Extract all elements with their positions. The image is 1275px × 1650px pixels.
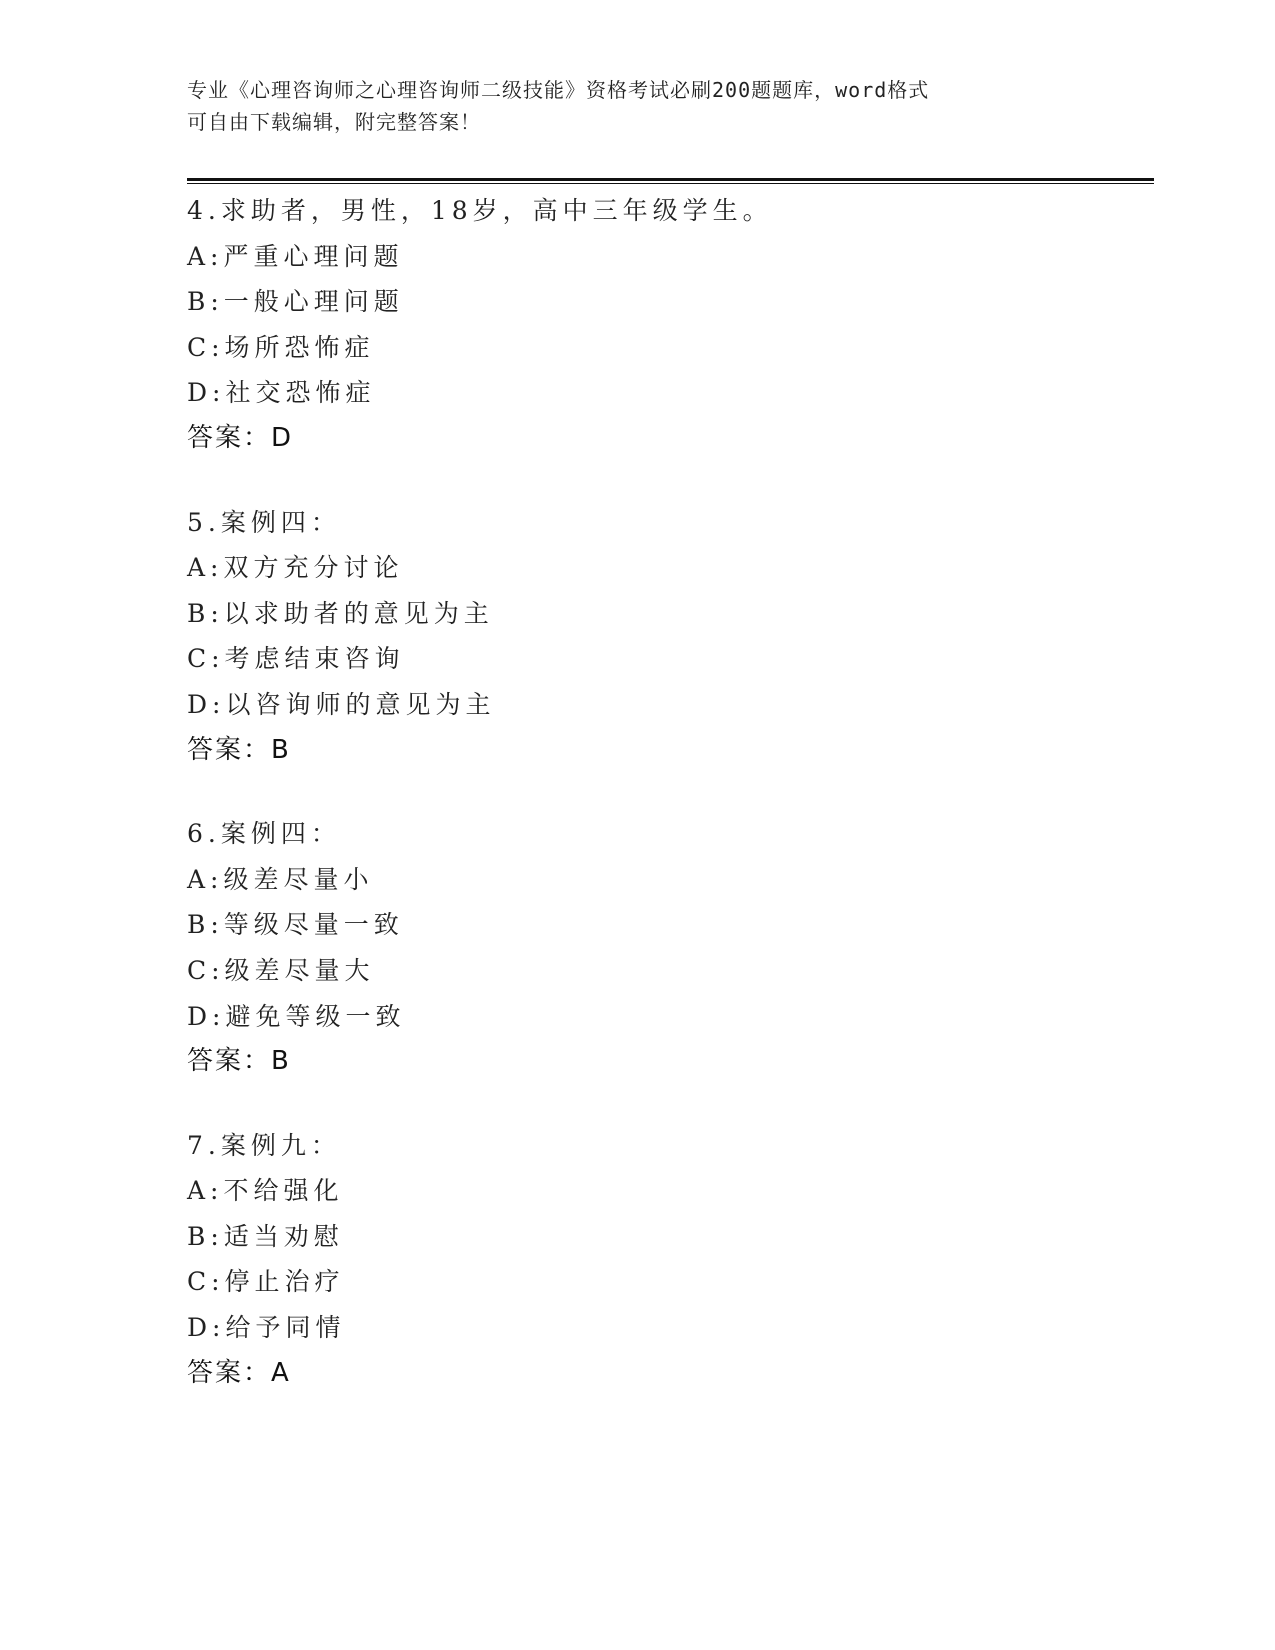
option-a: A:严重心理问题 [187,241,404,271]
header-divider-thick [187,178,1154,181]
option-b: B:等级尽量一致 [187,910,404,940]
question-6 [187,811,1147,1085]
question-stem: 5.案例四： [187,507,341,537]
answer-line: 答案：D [187,422,294,453]
question-list [187,188,1147,1434]
answer-line: 答案：B [187,734,291,765]
option-d: D:社交恐怖症 [187,378,376,408]
question-7 [187,1123,1147,1397]
document-header [187,74,1087,138]
question-stem: 7.案例九： [187,1130,341,1160]
option-d: D:给予同情 [187,1313,346,1343]
option-a: A:级差尽量小 [187,864,374,894]
option-d: D:避免等级一致 [187,1001,406,1031]
header-line-2: 可自由下载编辑，附完整答案！ [187,110,481,134]
question-4 [187,188,1147,462]
header-divider-thin [187,183,1154,184]
option-d: D:以咨询师的意见为主 [187,689,496,719]
option-c: C:停止治疗 [187,1267,345,1297]
option-b: B:以求助者的意见为主 [187,598,494,628]
option-c: C:级差尽量大 [187,955,375,985]
answer-line: 答案：A [187,1357,291,1388]
option-a: A:双方充分讨论 [187,553,404,583]
option-b: B:适当劝慰 [187,1221,344,1251]
option-c: C:考虑结束咨询 [187,644,405,674]
header-line-1: 专业《心理咨询师之心理咨询师二级技能》资格考试必刷200题题库，word格式 [187,78,930,102]
question-stem: 6.案例四： [187,819,341,849]
option-a: A:不给强化 [187,1176,344,1206]
answer-line: 答案：B [187,1046,291,1077]
question-5 [187,500,1147,774]
option-b: B:一般心理问题 [187,287,404,317]
option-c: C:场所恐怖症 [187,332,375,362]
question-stem: 4.求助者，男性，18岁，高中三年级学生。 [187,196,773,225]
